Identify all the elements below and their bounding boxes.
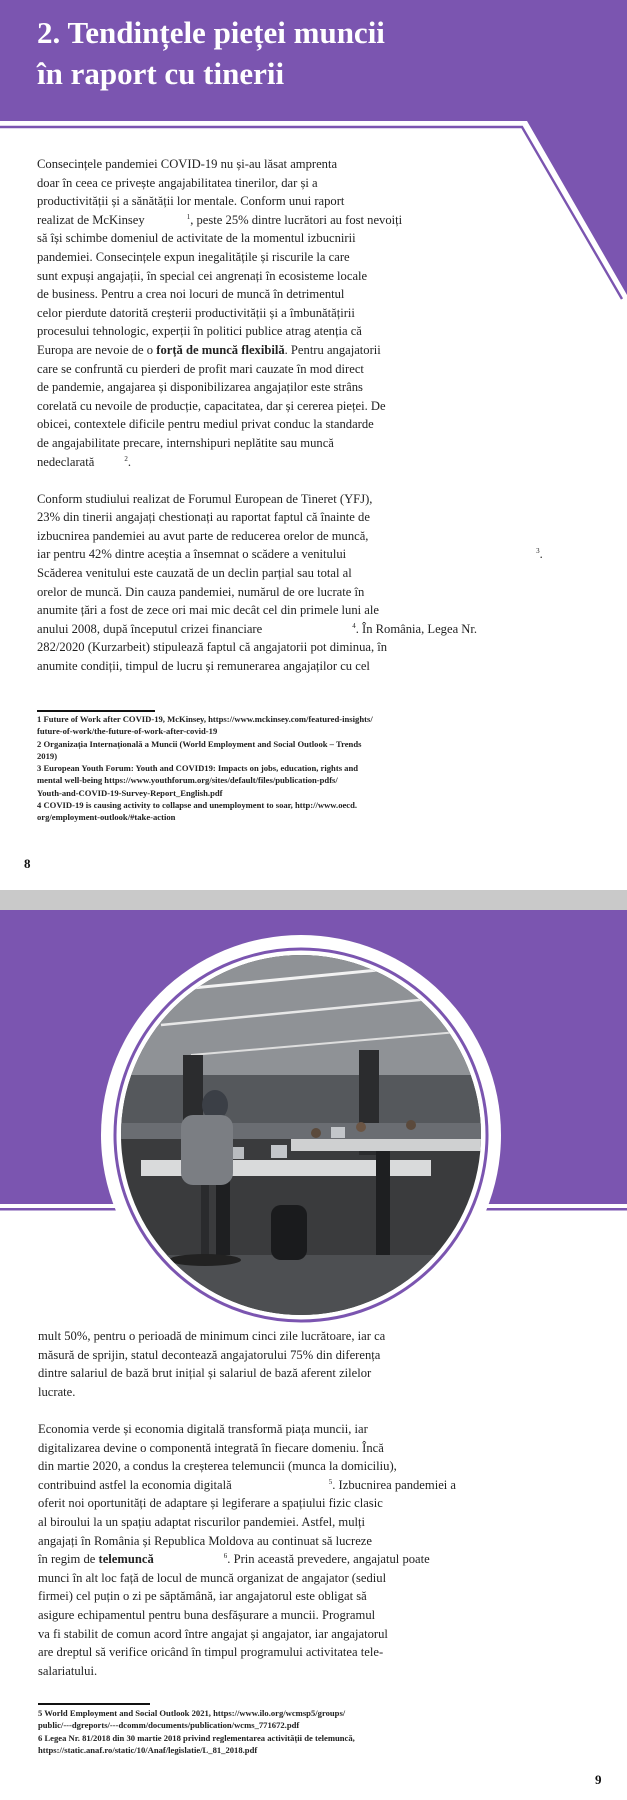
body-text-page-8 — [37, 155, 543, 676]
text-line: de pandemie, angajarea și disponibilizarea angajaților este strâns — [37, 380, 363, 395]
text-line: al biroului la un spațiu adaptat riscurilor pandemiei. Astfel, mulți — [38, 1514, 366, 1529]
footnote-ref-3[interactable]: 3 — [536, 547, 540, 556]
text-line: asigure echipamentul pentru buna desfășurare a muncii. Programul — [38, 1607, 376, 1622]
page-title-line-2: în raport cu tinerii — [37, 56, 285, 91]
footnote-divider — [38, 1703, 150, 1705]
office-chair — [181, 1115, 233, 1185]
text-line: să își schimbe domeniul de activitate de la momentul izbucnirii — [37, 231, 356, 246]
page-title-line-1: 2. Tendințele pieței muncii — [37, 15, 385, 50]
footnote-1[interactable]: 1 Future of Work after COVID-19, McKinsey, https://www.mckinsey.com/featured-insights/ — [37, 714, 373, 724]
backpack — [271, 1205, 307, 1260]
page-number: 8 — [24, 856, 31, 871]
text-line: va fi stabilit de comun acord între angajat și angajator, iar angajatorul — [38, 1626, 388, 1641]
text-line: pandemiei. Consecințele expun inegalitățile și riscurile la care — [37, 249, 350, 264]
body-text-page-9 — [38, 1327, 456, 1680]
text-line: anumite țări a fost de zece ori mai mic decât cel din primele luni ale — [37, 603, 379, 618]
footnote-ref-1[interactable]: 1 — [186, 212, 191, 221]
footnotes-page-8 — [37, 713, 373, 824]
text-line: salariatului. — [38, 1663, 98, 1678]
text-line: 282/2020 (Kurzarbeit) stipulează faptul că angajatorii pot diminua, în — [37, 640, 388, 655]
footnote-6-cont[interactable]: https://static.anaf.ro/static/10/Anaf/legislatie/L_81_2018.pdf — [38, 1744, 258, 1755]
text-line: corelată cu nevoile de producție, capacitatea, dar și cererea pieței. De — [37, 398, 386, 413]
emphasis-telemunca: telemuncă — [98, 1552, 154, 1567]
text-line: Conform studiului realizat de Forumul European de Tineret (YFJ), — [37, 491, 373, 506]
footnotes-page-9 — [38, 1707, 355, 1756]
office-photo — [121, 955, 481, 1315]
text-line: de business. Pentru a crea noi locuri de muncă în detrimentul — [37, 287, 345, 302]
text-line: Consecințele pandemiei COVID-19 nu și-au lăsat amprenta — [37, 157, 338, 171]
text-line: iar pentru 42% dintre aceștia a însemnat o scădere a venitului $^3$. — [37, 547, 543, 562]
text-line: dintre salariul de bază brut inițial și salariul de bază aferent zilelor — [38, 1366, 372, 1381]
office-photo-image — [121, 955, 481, 1315]
text-line: Scăderea venitului este cauzată de un declin parțial sau total al — [37, 566, 352, 581]
desk-surface — [291, 1139, 481, 1151]
text-line: anului 2008, după începutul crizei financiare $^4$. În România, Legea Nr. — [37, 621, 478, 636]
footnote-6: 6 Legea Nr. 81/2018 din 30 martie 2018 privind reglementarea activității de telemuncă, — [38, 1732, 355, 1743]
laptop — [271, 1145, 287, 1158]
text-line: procesului tehnologic, experții în politici publice atrag atenția că — [37, 324, 362, 339]
text-line: orelor de muncă. Din cauza pandemiei, numărul de ore lucrate în — [37, 584, 365, 599]
footnote-1-cont[interactable]: future-of-work/the-future-of-work-after-covid-19 — [37, 726, 218, 737]
text-line: mult 50%, pentru o perioadă de minimum cinci zile lucrătoare, iar ca — [38, 1329, 386, 1343]
text-line: sunt expuși angajații, în special cei angrenați în ecosisteme locale — [37, 268, 368, 283]
footnote-3-cont[interactable]: Youth-and-COVID-19-Survey-Report_English.pdf — [37, 787, 223, 798]
laptop — [331, 1127, 345, 1138]
footnote-ref-5[interactable]: 5 — [328, 1477, 333, 1486]
text-line: munci în alt loc față de locul de muncă organizat de angajator (sediul — [38, 1570, 387, 1585]
text-line: 23% din tinerii angajați chestionați au raportat faptul că înainte de — [37, 510, 370, 525]
text-line: productivității și a sănătății lor mentale. Conform unui raport — [37, 194, 345, 209]
footnote-2: 2 Organizația Internațională a Muncii (World Employment and Social Outlook – Trends — [37, 738, 362, 749]
text-line: digitalizarea devine o componentă integrată în fiecare domeniu. Încă — [38, 1440, 384, 1455]
text-line: în regim de telemuncă $^6$. Prin această prevedere, angajatul poate — [38, 1551, 430, 1567]
footnote-ref-6[interactable]: 6 — [223, 1551, 228, 1560]
page-separator — [0, 890, 627, 910]
text-line: firmei) cel puțin o zi pe săptămână, iar angajatorul este obligat să — [38, 1589, 367, 1604]
text-line: Europa are nevoie de o forță de muncă flexibilă. Pentru angajatorii — [37, 342, 381, 357]
text-line: doar în ceea ce privește angajabilitatea tinerilor, dar și a — [37, 175, 318, 190]
text-line: din martie 2020, a condus la creșterea telemuncii (munca la domiciliu), — [38, 1459, 397, 1474]
text-line: are dreptul să verifice oricând în timpul programului activitatea tele- — [38, 1645, 384, 1660]
footnote-3-cont[interactable]: mental well-being https://www.youthforum.org/sites/default/files/publication-pdfs/ — [37, 775, 338, 786]
page-title — [37, 12, 385, 94]
footnote-5-cont[interactable]: public/---dgreports/---dcomm/documents/publication/wcms_771672.pdf — [38, 1720, 300, 1731]
text-line: Economia verde și economia digitală transformă piața muncii, iar — [38, 1421, 368, 1436]
emphasis-flexible-workforce: forță de muncă flexibilă — [156, 342, 285, 357]
footnote-divider — [37, 710, 155, 712]
page-9 — [0, 910, 627, 1800]
text-line: izbucnirea pandemiei au avut parte de reducerea orelor de muncă, — [37, 528, 369, 543]
text-line: lucrate. — [38, 1384, 76, 1399]
footnote-2-cont: 2019) — [37, 750, 58, 761]
text-line: contribuind astfel la economia digitală $^5$. Izbucnirea pandemiei a — [38, 1477, 457, 1492]
text-line: anumite condiții, timpul de lucru și remunerarea angajaților cu cel — [37, 659, 370, 674]
text-line: nedeclarată $^2$. — [37, 454, 131, 469]
footnote-ref-4[interactable]: 4 — [352, 621, 356, 630]
footnote-4-cont[interactable]: org/employment-outlook/#take-action — [37, 812, 176, 823]
page-number: 9 — [595, 1772, 602, 1787]
text-line: realizat de McKinsey $^1$, peste 25% dintre lucrători au fost nevoiți — [37, 212, 403, 227]
page-8 — [0, 0, 627, 890]
footnote-3: 3 European Youth Forum: Youth and COVID19: Impacts on jobs, education, rights and — [37, 763, 359, 774]
footnote-ref-2[interactable]: 2 — [124, 454, 128, 463]
text-line: care se confruntă cu pierderi de profit mari cauzate în mod direct — [37, 361, 364, 376]
text-line: măsură de sprijin, statul decontează angajatorului 75% din diferența — [38, 1347, 381, 1362]
text-line: de angajabilitate precare, internshipuri neplătite sau muncă — [37, 435, 334, 450]
footnote-4[interactable]: 4 COVID-19 is causing activity to collapse and unemployment to soar, http://www.oecd. — [37, 800, 358, 811]
text-line: angajați în România și Republica Moldova au continuat să lucreze — [38, 1533, 372, 1548]
footnote-5[interactable]: 5 World Employment and Social Outlook 2021, https://www.ilo.org/wcmsp5/groups/ — [38, 1708, 346, 1718]
text-line: celor pierdute datorită creșterii productivității și a îmbunătățirii — [37, 305, 355, 320]
text-line: obicei, contextele dificile pentru mediul privat conduc la standarde — [37, 417, 374, 432]
text-line: oferit noi oportunități de adaptare și legiferare a spațiului fizic clasic — [38, 1496, 383, 1511]
